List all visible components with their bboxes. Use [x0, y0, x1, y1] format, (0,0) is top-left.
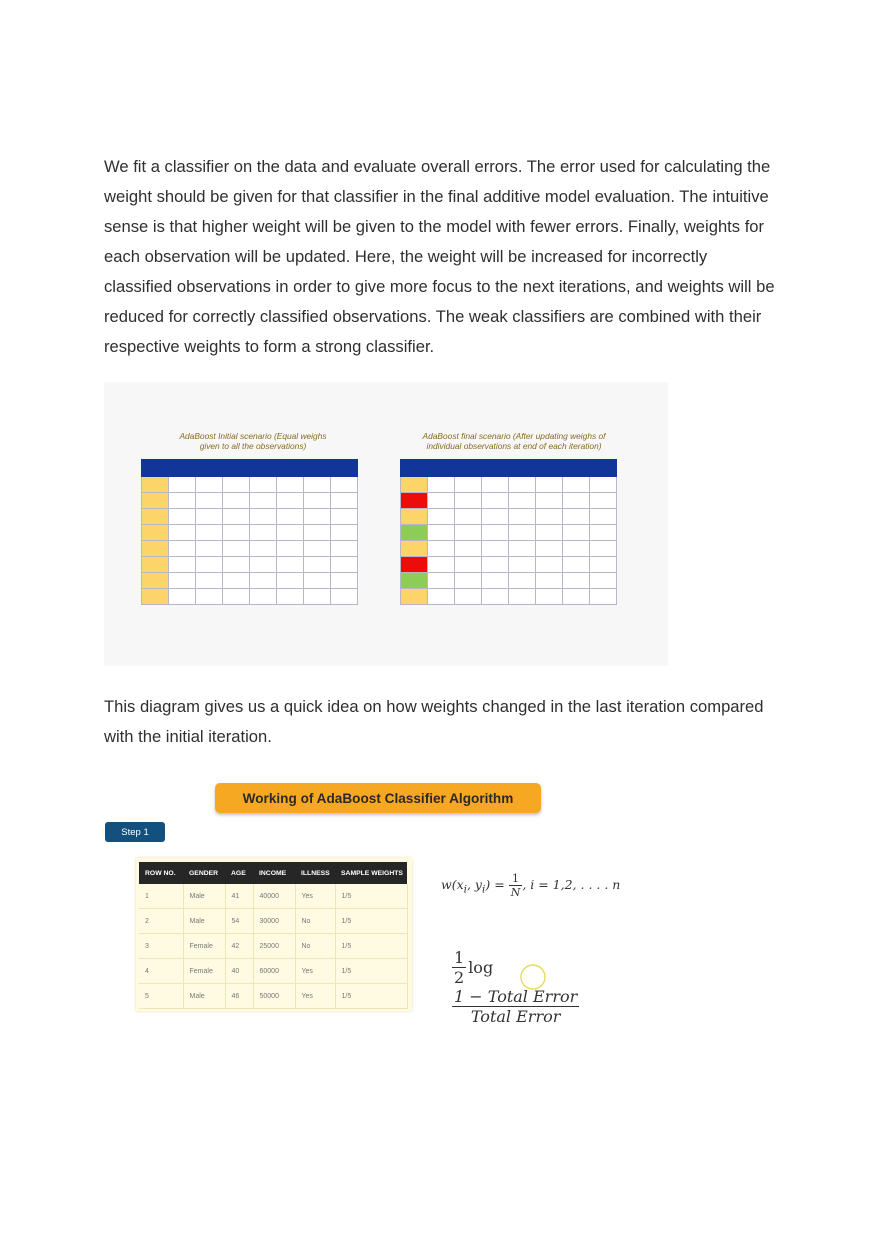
formula-denominator: N — [510, 886, 521, 899]
formula-sub-i: i — [463, 883, 467, 896]
grid-cell — [331, 589, 358, 605]
table-cell: No — [295, 909, 335, 934]
grid-cell — [455, 493, 482, 509]
grid-cell — [455, 589, 482, 605]
grid-cell — [536, 493, 563, 509]
equal-weight-cell — [142, 573, 169, 589]
grid-row — [142, 541, 358, 557]
right-caption-line1: AdaBoost final scenario (After updating weighs of — [422, 431, 606, 441]
grid-header-cell — [428, 460, 455, 477]
grid-cell — [455, 477, 482, 493]
grid-cell — [482, 477, 509, 493]
left-grid-caption — [168, 431, 338, 451]
grid-cell — [482, 541, 509, 557]
grid-cell — [304, 477, 331, 493]
grid-cell — [455, 557, 482, 573]
table-row — [139, 984, 407, 1009]
grid-cell — [590, 493, 617, 509]
grid-header-cell — [401, 460, 428, 477]
grid-row — [142, 493, 358, 509]
table-cell: 40000 — [253, 884, 295, 909]
grid-cell — [590, 589, 617, 605]
grid-cell — [223, 557, 250, 573]
table-row — [139, 884, 407, 909]
grid-cell — [590, 477, 617, 493]
grid-cell — [509, 525, 536, 541]
table-header-cell: ROW NO. — [139, 862, 183, 884]
grid-row — [401, 509, 617, 525]
formula-equals: = — [494, 877, 505, 892]
grid-cell — [482, 525, 509, 541]
grid-cell — [331, 541, 358, 557]
equal-weight-cell — [401, 541, 428, 557]
grid-cell — [455, 541, 482, 557]
grid-cell — [277, 557, 304, 573]
table-cell: Yes — [295, 884, 335, 909]
grid-cell — [590, 541, 617, 557]
grid-cell — [169, 525, 196, 541]
table-cell: 40 — [225, 959, 253, 984]
highlight-circle-icon — [518, 962, 548, 992]
equal-weight-cell — [142, 525, 169, 541]
table-cell: 1/5 — [335, 959, 407, 984]
decreased-weight-cell — [401, 573, 428, 589]
grid-cell — [331, 493, 358, 509]
grid-header-cell — [169, 460, 196, 477]
grid-cell — [509, 477, 536, 493]
grid-cell — [455, 525, 482, 541]
alpha-log: log — [468, 958, 494, 977]
formula-numerator: 1 — [509, 872, 523, 886]
grid-cell — [277, 589, 304, 605]
grid-cell — [250, 541, 277, 557]
grid-cell — [304, 541, 331, 557]
grid-cell — [590, 525, 617, 541]
grid-cell — [331, 525, 358, 541]
grid-cell — [196, 477, 223, 493]
grid-cell — [428, 589, 455, 605]
formula-sub-i2: i — [482, 883, 486, 896]
increased-weight-cell — [401, 493, 428, 509]
grid-row — [142, 477, 358, 493]
table-header-row — [139, 862, 407, 884]
grid-header-cell — [331, 460, 358, 477]
table-cell: 25000 — [253, 934, 295, 959]
grid-cell — [331, 509, 358, 525]
grid-cell — [250, 589, 277, 605]
table-row — [139, 934, 407, 959]
grid-cell — [428, 477, 455, 493]
grid-cell — [223, 509, 250, 525]
grid-row — [401, 557, 617, 573]
grid-cell — [331, 573, 358, 589]
grid-header-cell — [223, 460, 250, 477]
table-header-cell: AGE — [225, 862, 253, 884]
right-caption-line2: individual observations at end of each iteration) — [426, 441, 602, 451]
grid-header-cell — [142, 460, 169, 477]
grid-row — [142, 573, 358, 589]
table-cell: 1/5 — [335, 934, 407, 959]
table-cell: 1 — [139, 884, 183, 909]
grid-cell — [250, 557, 277, 573]
table-cell: Male — [183, 884, 225, 909]
grid-row — [142, 509, 358, 525]
grid-cell — [277, 509, 304, 525]
grid-header-cell — [509, 460, 536, 477]
grid-cell — [250, 477, 277, 493]
grid-cell — [536, 477, 563, 493]
table-row — [139, 959, 407, 984]
grid-row — [401, 541, 617, 557]
table-cell: Female — [183, 959, 225, 984]
table-cell: Yes — [295, 984, 335, 1009]
algorithm-title-banner: Working of AdaBoost Classifier Algorithm — [215, 783, 541, 813]
equal-weight-cell — [142, 541, 169, 557]
grid-cell — [304, 573, 331, 589]
grid-cell — [304, 493, 331, 509]
grid-cell — [590, 557, 617, 573]
grid-cell — [482, 557, 509, 573]
grid-cell — [509, 573, 536, 589]
grid-cell — [428, 573, 455, 589]
formula-mid: , y — [466, 877, 482, 892]
grid-cell — [428, 493, 455, 509]
grid-cell — [304, 557, 331, 573]
grid-cell — [331, 557, 358, 573]
grid-cell — [196, 525, 223, 541]
grid-cell — [563, 589, 590, 605]
grid-cell — [169, 541, 196, 557]
grid-cell — [223, 541, 250, 557]
grid-cell — [169, 509, 196, 525]
formula-rest: , i = 1,2, . . . . n — [522, 877, 621, 892]
grid-cell — [196, 589, 223, 605]
left-caption-line2: given to all the observations) — [199, 441, 307, 451]
table-cell: No — [295, 934, 335, 959]
grid-row — [401, 477, 617, 493]
grid-cell — [304, 509, 331, 525]
grid-cell — [277, 541, 304, 557]
grid-cell — [536, 509, 563, 525]
formula-close: ) — [485, 877, 491, 892]
grid-header-cell — [277, 460, 304, 477]
table-header-cell: INCOME — [253, 862, 295, 884]
alpha-denominator: Total Error — [470, 1007, 561, 1026]
grid-header-cell — [455, 460, 482, 477]
table-header-cell: ILLNESS — [295, 862, 335, 884]
grid-cell — [169, 573, 196, 589]
equal-weight-cell — [142, 477, 169, 493]
sample-weights-table — [139, 862, 408, 1009]
table-cell: 1/5 — [335, 909, 407, 934]
grid-cell — [482, 493, 509, 509]
grid-cell — [509, 589, 536, 605]
grid-header-cell — [590, 460, 617, 477]
grid-cell — [169, 557, 196, 573]
step-badge: Step 1 — [105, 822, 165, 842]
grid-cell — [509, 509, 536, 525]
grid-header-cell — [250, 460, 277, 477]
grid-cell — [196, 557, 223, 573]
formula-fraction — [509, 872, 523, 899]
grid-cell — [482, 589, 509, 605]
grid-row — [401, 493, 617, 509]
grid-cell — [169, 477, 196, 493]
table-cell: Yes — [295, 959, 335, 984]
grid-cell — [590, 573, 617, 589]
grid-cell — [428, 557, 455, 573]
formula-lhs: w(x — [441, 877, 464, 892]
equal-weight-cell — [142, 509, 169, 525]
grid-cell — [223, 525, 250, 541]
grid-cell — [223, 493, 250, 509]
grid-cell — [509, 493, 536, 509]
table-row — [139, 909, 407, 934]
table-cell: 46 — [225, 984, 253, 1009]
grid-cell — [277, 493, 304, 509]
equal-weight-cell — [401, 477, 428, 493]
table-header-cell: GENDER — [183, 862, 225, 884]
grid-cell — [223, 573, 250, 589]
grid-cell — [536, 525, 563, 541]
grid-cell — [169, 493, 196, 509]
grid-cell — [509, 541, 536, 557]
table-cell: 1/5 — [335, 884, 407, 909]
grid-cell — [428, 541, 455, 557]
sample-weights-table-panel — [136, 858, 412, 1011]
alpha-fraction — [452, 987, 579, 1026]
paragraph-diagram-explanation: This diagram gives us a quick idea on how weights changed in the last iteration compared with the initial iteration. — [104, 697, 764, 746]
table-cell: Female — [183, 934, 225, 959]
grid-cell — [250, 573, 277, 589]
grid-cell — [563, 525, 590, 541]
sample-weight-formula — [441, 872, 631, 902]
table-cell: 41 — [225, 884, 253, 909]
table-cell: Male — [183, 909, 225, 934]
grid-cell — [536, 573, 563, 589]
equal-weight-cell — [401, 509, 428, 525]
grid-cell — [590, 509, 617, 525]
grid-cell — [482, 573, 509, 589]
table-cell: 4 — [139, 959, 183, 984]
grid-cell — [223, 477, 250, 493]
grid-row — [401, 589, 617, 605]
grid-row — [142, 589, 358, 605]
grid-cell — [250, 493, 277, 509]
table-cell: 42 — [225, 934, 253, 959]
grid-cell — [536, 541, 563, 557]
table-cell: 5 — [139, 984, 183, 1009]
grid-cell — [196, 509, 223, 525]
left-caption-line1: AdaBoost Initial scenario (Equal weighs — [179, 431, 327, 441]
grid-row — [142, 525, 358, 541]
initial-weights-grid — [141, 459, 358, 605]
equal-weight-cell — [401, 589, 428, 605]
alpha-numerator: 1 − Total Error — [454, 987, 578, 1006]
table-cell: 1/5 — [335, 984, 407, 1009]
grid-row — [401, 573, 617, 589]
adaboost-weights-figure — [104, 382, 668, 666]
grid-cell — [223, 589, 250, 605]
grid-header-cell — [304, 460, 331, 477]
increased-weight-cell — [401, 557, 428, 573]
grid-cell — [428, 509, 455, 525]
grid-cell — [482, 509, 509, 525]
final-weights-grid — [400, 459, 617, 605]
grid-row — [401, 525, 617, 541]
grid-row — [142, 557, 358, 573]
grid-cell — [563, 493, 590, 509]
grid-cell — [169, 589, 196, 605]
grid-cell — [509, 557, 536, 573]
grid-cell — [196, 573, 223, 589]
paragraph-adaboost-weights: We fit a classifier on the data and evaluate overall errors. The error used for calculating the weight should be given for that classifier in the final additive model evaluation. The intuitive sense is that higher weight will be given to the model with fewer errors. Finally, weights for each observation will be updated. Here, the weight will be increased for incorrectly classified observations in order to give more focus to the next iterations, and weights will be reduced for correctly classified observations. The weak classifiers are combined with their respective weights to form a strong classifier. — [104, 157, 775, 356]
equal-weight-cell — [142, 557, 169, 573]
grid-cell — [196, 541, 223, 557]
table-cell: 54 — [225, 909, 253, 934]
grid-header-row — [401, 460, 617, 477]
grid-header-cell — [196, 460, 223, 477]
grid-cell — [196, 493, 223, 509]
grid-cell — [563, 477, 590, 493]
grid-cell — [250, 525, 277, 541]
grid-cell — [331, 477, 358, 493]
alpha-coef-numerator: 1 — [454, 948, 465, 967]
table-cell: 3 — [139, 934, 183, 959]
table-cell: Male — [183, 984, 225, 1009]
decreased-weight-cell — [401, 525, 428, 541]
table-header-cell: SAMPLE WEIGHTS — [335, 862, 407, 884]
grid-cell — [563, 509, 590, 525]
table-cell: 60000 — [253, 959, 295, 984]
grid-header-cell — [536, 460, 563, 477]
grid-cell — [304, 525, 331, 541]
alpha-coef-denominator: 2 — [454, 968, 465, 987]
right-grid-caption — [404, 431, 624, 451]
table-cell: 2 — [139, 909, 183, 934]
equal-weight-cell — [142, 493, 169, 509]
alpha-coefficient — [452, 948, 466, 987]
grid-cell — [304, 589, 331, 605]
grid-header-cell — [482, 460, 509, 477]
grid-cell — [277, 477, 304, 493]
grid-cell — [563, 557, 590, 573]
grid-cell — [563, 541, 590, 557]
grid-cell — [455, 573, 482, 589]
grid-cell — [250, 509, 277, 525]
grid-cell — [563, 573, 590, 589]
grid-cell — [536, 557, 563, 573]
grid-cell — [428, 525, 455, 541]
equal-weight-cell — [142, 589, 169, 605]
table-cell: 50000 — [253, 984, 295, 1009]
alpha-formula — [452, 948, 622, 1026]
grid-header-cell — [563, 460, 590, 477]
grid-header-row — [142, 460, 358, 477]
grid-cell — [455, 509, 482, 525]
grid-cell — [536, 589, 563, 605]
grid-cell — [277, 573, 304, 589]
grid-cell — [277, 525, 304, 541]
table-cell: 30000 — [253, 909, 295, 934]
